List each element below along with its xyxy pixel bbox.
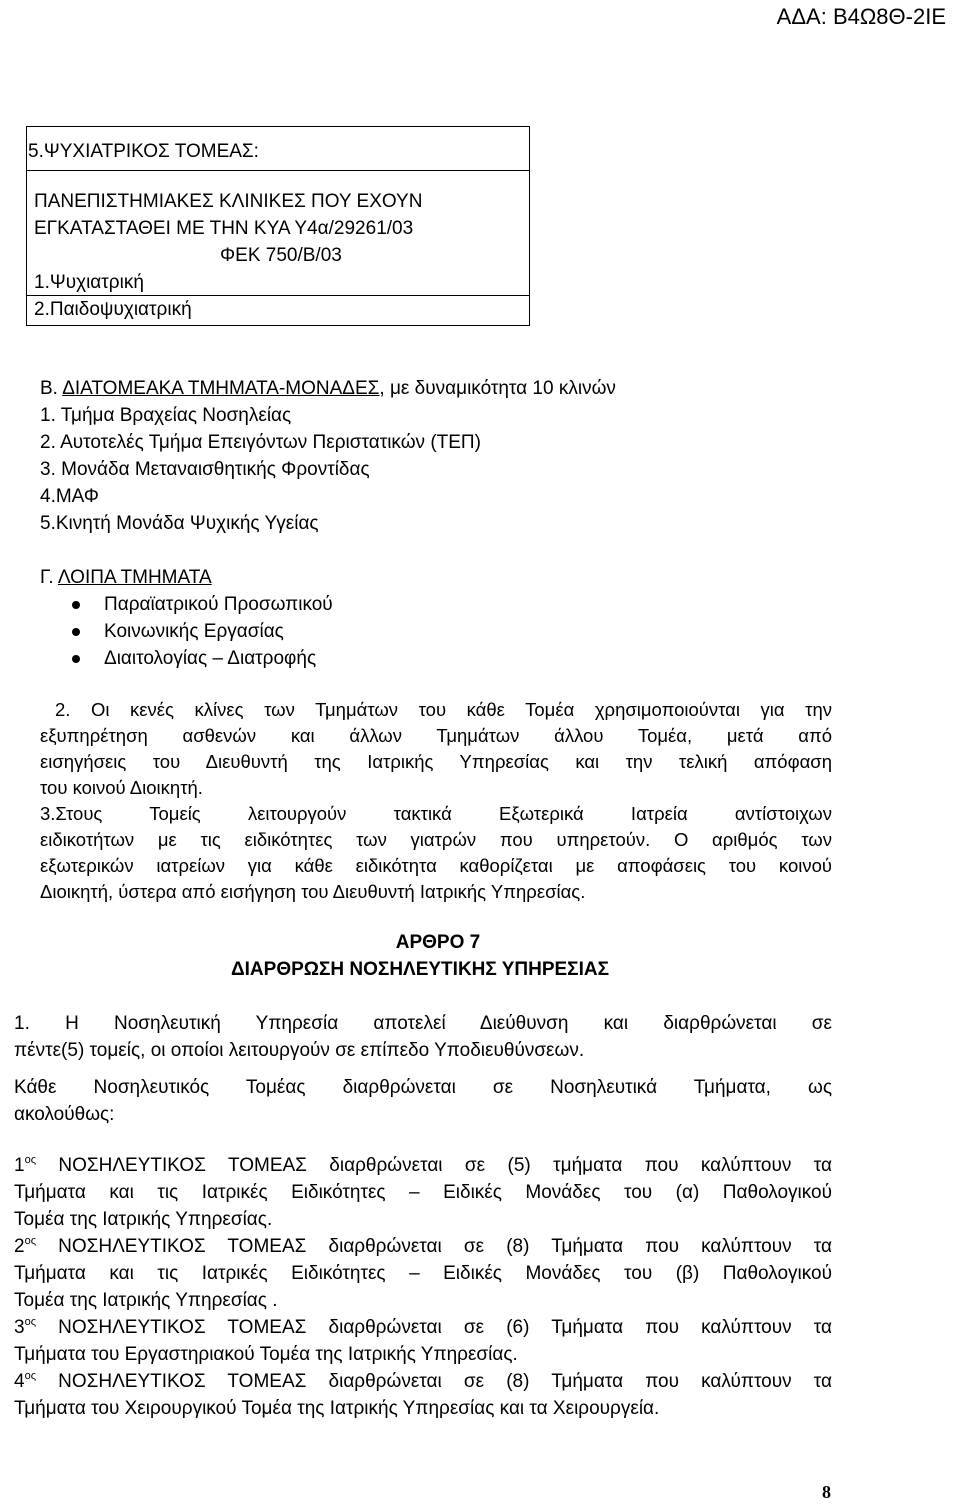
sector-number: 1 (14, 1155, 25, 1176)
section-c-title: ΛΟΙΠΑ ΤΜΗΜΑΤΑ (57, 567, 212, 588)
univ-line-2: ΕΓΚΑΤΑΣΤΑΘΕΙ ΜΕ ΤΗΝ ΚΥΑ Υ4α/29261/03 (34, 218, 414, 239)
article-para-1-line: 1. Η Νοσηλευτική Υπηρεσία αποτελεί Διεύθυνση και διαρθρώνεται σε (14, 1013, 832, 1034)
para-3-line: εξωτερικών ιατρείων για κάθε ειδικότητα καθορίζεται με αποφάσεις του κοινού (40, 855, 832, 876)
bullet-icon (72, 601, 80, 609)
para-3-line: 3.Στους Τομείς λειτουργούν τακτικά Εξωτερικά Ιατρεία αντίστοιχων (40, 803, 832, 824)
bullet-icon (72, 655, 80, 663)
section-b-item: 5.Κινητή Μονάδα Ψυχικής Υγείας (40, 513, 319, 534)
sector-text: ΝΟΣΗΛΕΥΤΙΚΟΣ ΤΟΜΕΑΣ διαρθρώνεται σε (8) Τμήματα που καλύπτουν τα (36, 1236, 832, 1257)
section-b-suffix: , με δυναμικότητα 10 κλινών (379, 378, 616, 399)
section-b-title: ΔΙΑΤΟΜΕΑΚΑ ΤΜΗΜΑΤΑ-ΜΟΝΑΔΕΣ (62, 378, 380, 399)
section-b-prefix: Β. (40, 378, 63, 399)
sector-line (14, 1369, 832, 1395)
section-b-item: 1. Τμήμα Βραχείας Νοσηλείας (40, 405, 292, 426)
sector-text: ΝΟΣΗΛΕΥΤΙΚΟΣ ΤΟΜΕΑΣ διαρθρώνεται σε (8) Τμήματα που καλύπτουν τα (36, 1371, 832, 1392)
para-2-line: 2. Οι κενές κλίνες των Τμημάτων του κάθε Τομέα χρησιμοποιούνται για την (55, 699, 832, 720)
clinic-2: 2.Παιδοψυχιατρική (34, 299, 192, 320)
para-2-line: του κοινού Διοικητή. (40, 777, 203, 798)
univ-line-3: ΦΕΚ 750/Β/03 (220, 245, 342, 266)
sector-number: 3 (14, 1317, 25, 1338)
sector-line (14, 1153, 832, 1179)
sector-number: 2 (14, 1236, 25, 1257)
section-c-bullet: Παραϊατρικού Προσωπικού (104, 594, 333, 615)
section-c-bullet: Κοινωνικής Εργασίας (104, 621, 284, 642)
sector-ordinal: ος (24, 1370, 36, 1382)
ada-code: ΑΔΑ: Β4Ω8Θ-2ΙΕ (776, 4, 946, 29)
section-b-item: 2. Αυτοτελές Τμήμα Επειγόντων Περιστατικών (ΤΕΠ) (40, 432, 481, 453)
sector-ordinal: ος (24, 1154, 36, 1166)
sector-line: Τμήματα και τις Ιατρικές Ειδικότητες – Ειδικές Μονάδες του (α) Παθολογικού (14, 1182, 832, 1203)
univ-line-1: ΠΑΝΕΠΙΣΤΗΜΙΑΚΕΣ ΚΛΙΝΙΚΕΣ ΠΟΥ ΕΧΟΥΝ (34, 191, 423, 212)
section-b-heading (40, 376, 616, 402)
sector-line: Τομέα της Ιατρικής Υπηρεσίας. (14, 1209, 273, 1230)
para-2-line: εισηγήσεις του Διευθυντή της Ιατρικής Υπηρεσίας και την τελική απόφαση (40, 751, 832, 772)
section-b-item: 3. Μονάδα Μεταναισθητικής Φροντίδας (40, 459, 370, 480)
page-number: 8 (822, 1482, 831, 1502)
psych-title: 5.ΨΥΧΙΑΤΡΙΚΟΣ ΤΟΜΕΑΣ: (28, 141, 259, 162)
sector-line: Τμήματα και τις Ιατρικές Ειδικότητες – Ειδικές Μονάδες του (β) Παθολογικού (14, 1263, 832, 1284)
section-c-bullet: Διαιτολογίας – Διατροφής (104, 648, 317, 669)
sector-line: Τομέα της Ιατρικής Υπηρεσίας . (14, 1290, 278, 1311)
section-c-heading (40, 565, 212, 591)
sector-line: Τμήματα του Χειρουργικού Τομέα της Ιατρικής Υπηρεσίας και τα Χειρουργεία. (14, 1398, 660, 1419)
section-b-item: 4.ΜΑΦ (40, 486, 99, 507)
sector-line: Τμήματα του Εργαστηριακού Τομέα της Ιατρικής Υπηρεσίας. (14, 1344, 518, 1365)
article-subtitle: ΔΙΑΡΘΡΩΣΗ ΝΟΣΗΛΕΥΤΙΚΗΣ ΥΠΗΡΕΣΙΑΣ (231, 959, 609, 980)
para-3-line: ειδικοτήτων με τις ειδικότητες των γιατρών που υπηρετούν. Ο αριθμός των (40, 829, 832, 850)
sector-number: 4 (14, 1371, 25, 1392)
bullet-icon (72, 628, 80, 636)
sector-line (14, 1234, 832, 1260)
sector-text: ΝΟΣΗΛΕΥΤΙΚΟΣ ΤΟΜΕΑΣ διαρθρώνεται σε (5) τμήματα που καλύπτουν τα (36, 1155, 832, 1176)
sector-text: ΝΟΣΗΛΕΥΤΙΚΟΣ ΤΟΜΕΑΣ διαρθρώνεται σε (6) Τμήματα που καλύπτουν τα (36, 1317, 832, 1338)
section-c-prefix: Γ. (40, 567, 58, 588)
para-2-line: εξυπηρέτηση ασθενών και άλλων Τμημάτων άλλου Τομέα, μετά από (40, 725, 832, 746)
sector-ordinal: ος (24, 1316, 36, 1328)
clinic-1: 1.Ψυχιατρική (34, 272, 144, 293)
para-3-line: Διοικητή, ύστερα από εισήγηση του Διευθυντή Ιατρικής Υπηρεσίας. (40, 881, 586, 902)
article-para-2-line: ακολούθως: (14, 1104, 115, 1125)
article-para-1-line: πέντε(5) τομείς, οι οποίοι λειτουργούν σε επίπεδο Υποδιευθύνσεων. (14, 1040, 585, 1061)
article-para-2-line: Κάθε Νοσηλευτικός Τομέας διαρθρώνεται σε Νοσηλευτικά Τμήματα, ως (14, 1077, 832, 1098)
sector-line (14, 1315, 832, 1341)
article-title: ΑΡΘΡΟ 7 (395, 932, 481, 953)
sector-ordinal: ος (24, 1235, 36, 1247)
